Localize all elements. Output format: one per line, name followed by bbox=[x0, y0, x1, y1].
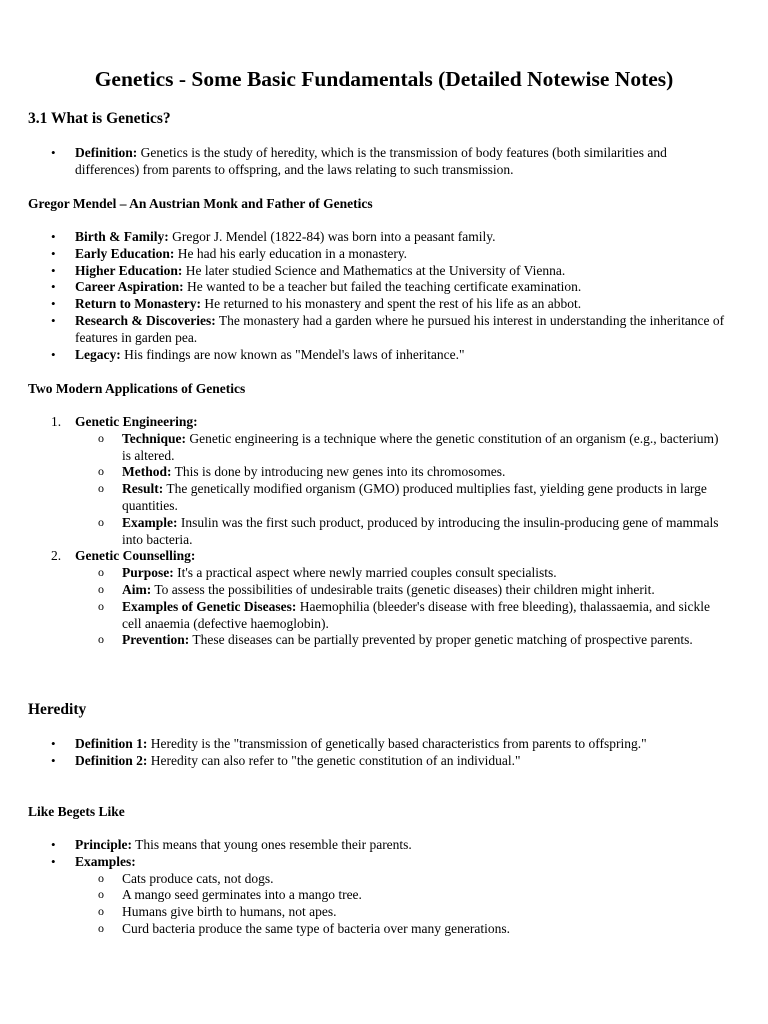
heading-modern-applications: Two Modern Applications of Genetics bbox=[28, 381, 246, 396]
item-label: Purpose: bbox=[122, 565, 174, 581]
item-number: 1. bbox=[51, 414, 62, 429]
item-label: Genetic Engineering: bbox=[75, 414, 198, 429]
item-label: Technique: bbox=[122, 430, 187, 446]
item-text: Gregor J. Mendel (1822-84) was born into a peasant family. bbox=[168, 229, 496, 244]
list-item bbox=[75, 263, 725, 280]
item-label: Research & Discoveries: bbox=[75, 312, 216, 328]
examples-sublist bbox=[122, 871, 726, 938]
applications-list bbox=[51, 414, 725, 649]
item-text: These diseases can be partially prevented by proper genetic matching of prospective parents. bbox=[189, 632, 693, 648]
item-label: Career Aspiration: bbox=[75, 279, 184, 295]
sublist-item: o Cats produce cats, not dogs. bbox=[122, 871, 726, 888]
list-item bbox=[75, 229, 725, 246]
item-text: It's a practical aspect where newly married couples consult specialists. bbox=[173, 565, 557, 581]
heading-like-begets-like: Like Begets Like bbox=[28, 804, 125, 819]
sublist-item bbox=[122, 599, 726, 633]
sublist-item bbox=[122, 582, 726, 599]
item-text: He had his early education in a monastery. bbox=[174, 245, 408, 261]
sublist-item: o A mango seed germinates into a mango tree. bbox=[122, 887, 726, 904]
item-label: Principle: bbox=[75, 837, 132, 852]
list-item bbox=[75, 753, 725, 770]
item-label: Higher Education: bbox=[75, 262, 183, 278]
item-label: Birth & Family: bbox=[75, 229, 169, 244]
item-label: Definition 2: bbox=[75, 752, 148, 768]
list-item bbox=[75, 854, 725, 938]
item-label: Early Education: bbox=[75, 245, 175, 261]
item-text: He wanted to be a teacher but failed the teaching certificate examination. bbox=[183, 279, 582, 295]
list-item bbox=[75, 145, 725, 179]
list-item bbox=[75, 837, 725, 854]
like-begets-like-list bbox=[75, 837, 725, 938]
sublist-item bbox=[122, 481, 726, 515]
item-label: Definition: bbox=[75, 145, 138, 160]
heading-gregor-mendel: Gregor Mendel – An Austrian Monk and Father of Genetics bbox=[28, 196, 373, 211]
item-label: Definition 1: bbox=[75, 736, 148, 751]
item-text: This is done by introducing new genes into its chromosomes. bbox=[171, 464, 506, 480]
item-text: His findings are now known as "Mendel's laws of inheritance." bbox=[120, 346, 465, 362]
sublist-item bbox=[122, 431, 726, 465]
sublist-item: o Curd bacteria produce the same type of bacteria over many generations. bbox=[122, 921, 726, 938]
heading-heredity: Heredity bbox=[28, 701, 87, 718]
list-item bbox=[75, 347, 725, 364]
item-label: Legacy: bbox=[75, 346, 121, 362]
item-label: Genetic Counselling: bbox=[75, 548, 196, 564]
item-text: Genetic engineering is a technique where the genetic constitution of an organism (e.g., bacterium) is altered. bbox=[122, 430, 719, 463]
item-label: Result: bbox=[122, 481, 164, 497]
item-text: To assess the possibilities of undesirable traits (genetic diseases) their children might inherit. bbox=[151, 581, 655, 597]
item-text: Insulin was the first such product, produced by introducing the insulin-producing gene of mammals into bacteria. bbox=[122, 514, 719, 547]
sublist-item bbox=[122, 515, 726, 549]
list-item bbox=[75, 296, 725, 313]
item-text: The monastery had a garden where he pursued his interest in understanding the inheritance of features in garden pea. bbox=[75, 312, 725, 345]
document-title: Genetics - Some Basic Fundamentals (Detailed Notewise Notes) bbox=[94, 67, 674, 91]
mendel-list bbox=[75, 229, 725, 363]
list-item bbox=[75, 279, 725, 296]
list-item bbox=[75, 736, 725, 753]
item-text: Heredity is the "transmission of genetically based characteristics from parents to offspring." bbox=[147, 736, 647, 751]
item-label: Examples of Genetic Diseases: bbox=[122, 598, 297, 614]
item-text: Genetics is the study of heredity, which is the transmission of body features (both similarities and differences) from parents to offspring, and the laws relating to such transmission. bbox=[75, 145, 667, 177]
sublist-item bbox=[122, 632, 726, 649]
item-label: Return to Monastery: bbox=[75, 296, 201, 312]
sublist bbox=[122, 431, 726, 549]
heading-what-is-genetics: 3.1 What is Genetics? bbox=[28, 110, 171, 127]
sublist bbox=[122, 565, 726, 649]
heredity-list bbox=[75, 736, 725, 770]
item-label: Examples: bbox=[75, 853, 136, 869]
list-item bbox=[75, 246, 725, 263]
item-label: Example: bbox=[122, 514, 178, 530]
item-label: Method: bbox=[122, 464, 172, 480]
list-item bbox=[51, 414, 725, 548]
list-item bbox=[75, 313, 725, 347]
sublist-item bbox=[122, 464, 726, 481]
what-is-genetics-list bbox=[75, 145, 725, 179]
item-text: Haemophilia (bleeder's disease with free bleeding), thalassaemia, and sickle cell anaemia (defective haemoglobin). bbox=[122, 598, 711, 631]
item-text: He returned to his monastery and spent the rest of his life as an abbot. bbox=[200, 296, 582, 312]
item-text: Heredity can also refer to "the genetic constitution of an individual." bbox=[147, 752, 521, 768]
item-text: He later studied Science and Mathematics at the University of Vienna. bbox=[182, 262, 566, 278]
item-label: Prevention: bbox=[122, 632, 190, 648]
item-text: The genetically modified organism (GMO) produced multiplies fast, yielding gene products in large quantities. bbox=[122, 481, 707, 513]
item-text: This means that young ones resemble their parents. bbox=[132, 837, 412, 852]
list-item bbox=[51, 548, 725, 649]
sublist-item bbox=[122, 565, 726, 582]
item-number: 2. bbox=[51, 548, 62, 564]
item-label: Aim: bbox=[122, 581, 152, 597]
sublist-item: o Humans give birth to humans, not apes. bbox=[122, 904, 726, 921]
